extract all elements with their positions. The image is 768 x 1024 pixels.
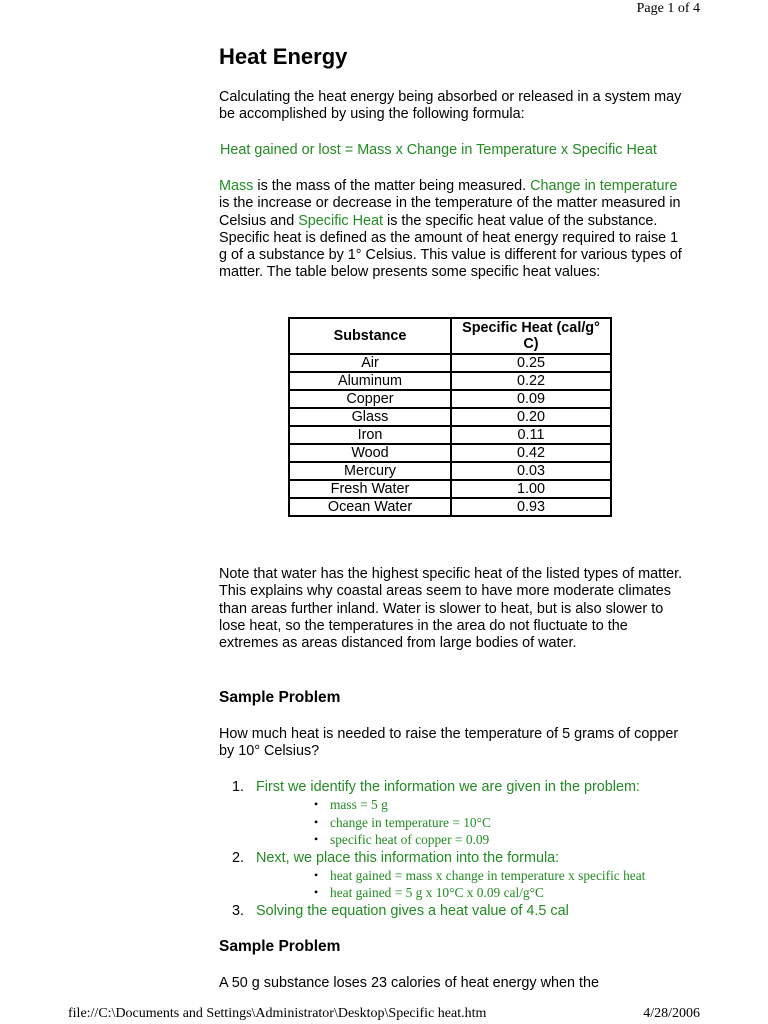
formula: Heat gained or lost = Mass x Change in Temperature x Specific Heat xyxy=(220,142,657,158)
page-number: Page 1 of 4 xyxy=(636,1,700,16)
substance-cell: Glass xyxy=(289,408,451,426)
substance-cell: Fresh Water xyxy=(289,480,451,498)
step-text: Solving the equation gives a heat value of 4.5 cal xyxy=(256,902,569,919)
solution-steps xyxy=(219,778,689,920)
substance-cell: Ocean Water xyxy=(289,498,451,516)
sample-problem-question-2: A 50 g substance loses 23 calories of heat energy when the xyxy=(219,975,600,991)
intro-paragraph: Calculating the heat energy being absorbed or released in a system may be accomplished by using the following formula: xyxy=(219,89,682,123)
table-row xyxy=(289,372,611,390)
specific-heat-cell: 0.20 xyxy=(451,408,611,426)
specific-heat-table xyxy=(288,317,612,517)
column-header-specific-heat: Specific Heat (cal/g° C) xyxy=(451,318,611,354)
step-number: 3. xyxy=(232,902,245,919)
substance-cell: Air xyxy=(289,354,451,372)
change-term: Change in temperature xyxy=(530,178,678,194)
substance-cell: Iron xyxy=(289,426,451,444)
footer-date: 4/28/2006 xyxy=(643,1006,700,1021)
specific-heat-cell: 1.00 xyxy=(451,480,611,498)
solution-step xyxy=(219,778,689,849)
specific-heat-cell: 0.09 xyxy=(451,390,611,408)
list-item: • change in temperature = 10°C xyxy=(256,814,689,832)
table-row xyxy=(289,462,611,480)
column-header-substance: Substance xyxy=(289,318,451,354)
specific-heat-cell: 0.93 xyxy=(451,498,611,516)
specific-heat-cell: 0.42 xyxy=(451,444,611,462)
step-text: Next, we place this information into the formula: xyxy=(256,849,560,866)
specific-heat-term: Specific Heat xyxy=(298,212,383,229)
table-row xyxy=(289,354,611,372)
list-item: • specific heat of copper = 0.09 xyxy=(256,831,689,849)
table-row xyxy=(289,408,611,426)
specific-heat-cell: 0.25 xyxy=(451,354,611,372)
step-text: First we identify the information we are given in the problem: xyxy=(256,779,640,795)
sample-problem-heading: Sample Problem xyxy=(219,689,341,706)
mass-definition: is the mass of the matter being measured. xyxy=(253,178,531,194)
change-definition: is the increase or decrease in the temperature of the matter measured in Celsius and xyxy=(219,195,681,229)
table-row xyxy=(289,444,611,462)
list-item: • heat gained = mass x change in temperature x specific heat xyxy=(256,867,689,885)
step-details xyxy=(256,796,689,849)
note-paragraph: Note that water has the highest specific heat of the listed types of matter. This explains why coastal areas seem to have more moderate climates than areas further inland. Water is slower to heat, but is also slower to lose heat, so the temperatures in the area do not fluctuate to the extremes as areas distanced from large bodies of water. xyxy=(219,566,683,652)
definitions-paragraph xyxy=(219,178,689,282)
step-number: 2. xyxy=(232,849,245,866)
specific-heat-cell: 0.03 xyxy=(451,462,611,480)
table-row xyxy=(289,390,611,408)
mass-term: Mass xyxy=(219,178,254,194)
step-details xyxy=(256,867,689,902)
table-row xyxy=(289,480,611,498)
specific-heat-cell: 0.22 xyxy=(451,372,611,390)
list-item: • heat gained = 5 g x 10°C x 0.09 cal/g°C xyxy=(256,884,689,902)
list-item: • mass = 5 g xyxy=(256,796,689,814)
table-row xyxy=(289,498,611,516)
specific-heat-cell: 0.11 xyxy=(451,426,611,444)
substance-cell: Aluminum xyxy=(289,372,451,390)
substance-cell: Copper xyxy=(289,390,451,408)
sample-problem-question: How much heat is needed to raise the temperature of 5 grams of copper by 10° Celsius? xyxy=(219,726,679,760)
table-row xyxy=(289,426,611,444)
table-header-row xyxy=(289,318,611,354)
solution-step xyxy=(219,902,689,920)
solution-step xyxy=(219,849,689,902)
page-title: Heat Energy xyxy=(219,44,348,69)
substance-cell: Mercury xyxy=(289,462,451,480)
substance-cell: Wood xyxy=(289,444,451,462)
table-body xyxy=(289,354,611,516)
footer-file-path: file://C:\Documents and Settings\Administrator\Desktop\Specific heat.htm xyxy=(68,1006,487,1021)
specific-heat-definition: is the specific heat value of the substance. Specific heat is defined as the amount of heat energy required to raise 1 g of a substance by 1° Celsius. This value is different for various types of matter. The table below presents some specific heat values: xyxy=(219,212,682,281)
sample-problem-heading-2: Sample Problem xyxy=(219,938,341,955)
step-number: 1. xyxy=(232,779,245,795)
